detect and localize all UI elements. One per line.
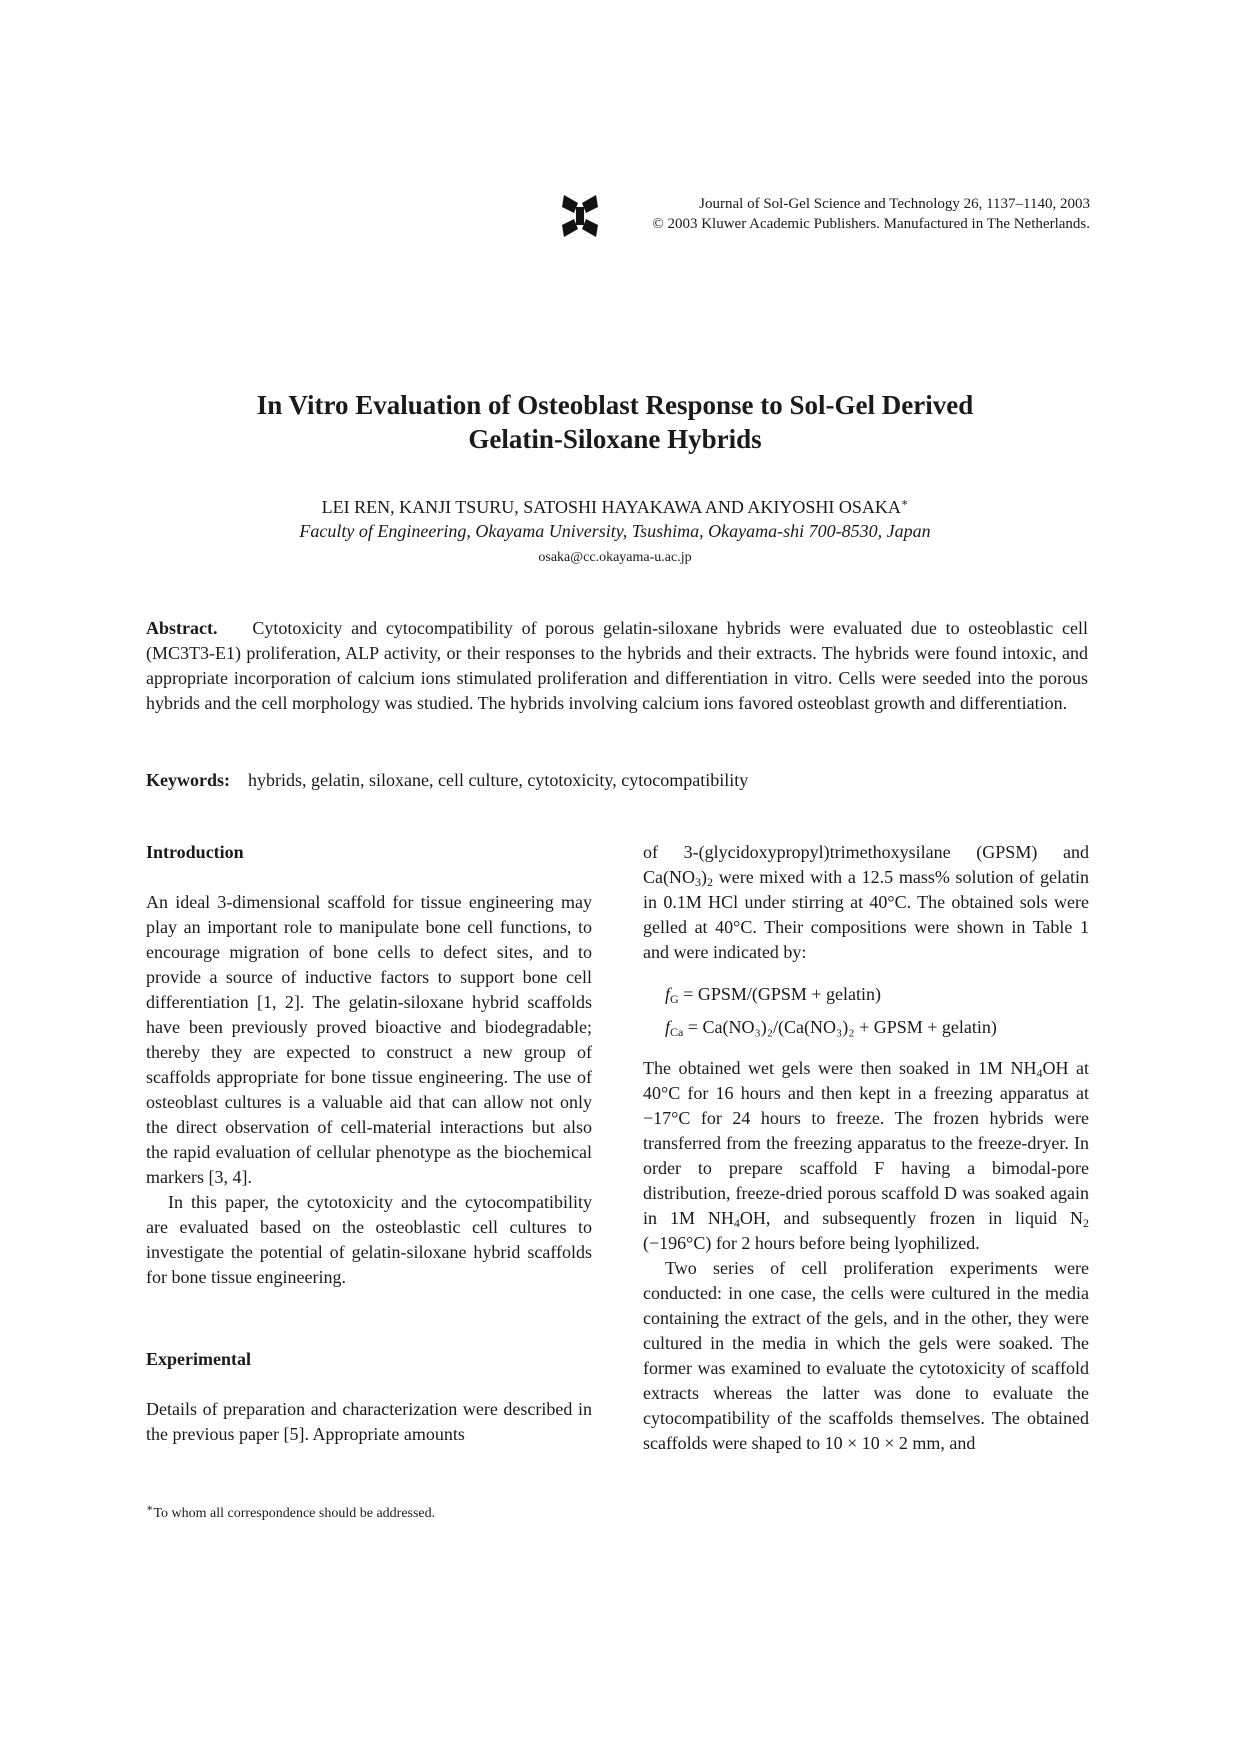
title-line-2: Gelatin-Siloxane Hybrids: [468, 424, 762, 454]
abstract: [146, 616, 1088, 716]
section-heading-experimental: Experimental: [146, 1349, 251, 1369]
right-column: [643, 840, 1089, 1456]
left-column: [146, 840, 592, 1447]
author-email: osaka@cc.okayama-u.ac.jp: [538, 550, 692, 565]
keywords-label: Keywords:: [146, 770, 230, 790]
experimental-paragraph-3: Two series of cell proliferation experiments were conducted: in one case, the cells were cultured in the media containing the extract of the gels, and in the other, they were cultured in the media in which the gels were soaked. The former was examined to evaluate the cytotoxicity of scaffold extracts whereas the latter was done to evaluate the cytocompatibility of the scaffolds themselves. The obtained scaffolds were shaped to 10 × 10 × 2 mm, and: [643, 1258, 1089, 1453]
journal-header: [560, 193, 1090, 243]
journal-citation: [652, 195, 1090, 234]
experimental-paragraph-1-cont: of 3-(glycidoxypropyl)trimethoxysilane (GPSM) and $Ca(NO_3)_2$ were mixed with a 12.5 mass% solution of gelatin in 0.1M HCl under stirring at 40°C. The obtained sols were gelled at 40°C. Their compositions were shown in Table 1 and were indicated by:: [643, 842, 1089, 962]
keywords-text: hybrids, gelatin, siloxane, cell culture, cytotoxicity, cytocompatibility: [248, 770, 749, 790]
abstract-label: Abstract.: [146, 618, 218, 638]
section-heading-introduction: Introduction: [146, 842, 244, 862]
paper-title: [150, 388, 1080, 456]
journal-line-1: Journal of Sol-Gel Science and Technology 26, 1137–1140, 2003: [699, 196, 1090, 212]
footnote-mark: ∗: [146, 1502, 154, 1515]
equation-fca: $f_{Ca} = Ca(NO_3)_2/(Ca(NO_3)_2$ + GPSM + gelatin): [665, 1017, 997, 1039]
title-line-1: In Vitro Evaluation of Osteoblast Response to Sol-Gel Derived: [256, 390, 974, 420]
corresponding-mark: ∗: [900, 497, 909, 509]
equation-fg: $f_G$ = GPSM/(GPSM + gelatin): [665, 984, 882, 1006]
keywords: [146, 768, 1088, 793]
footnote-text: To whom all correspondence should be addressed.: [153, 1506, 436, 1521]
intro-paragraph-1: An ideal 3-dimensional scaffold for tissue engineering may play an important role to manipulate bone cell functions, to encourage migration of bone cells to defect sites, and to provide a source of inductive factors to support bone cell differentiation [1, 2]. The gelatin-siloxane hybrid scaffolds have been previously proved bioactive and biodegradable; thereby they are expected to construct a new group of scaffolds appropriate for bone tissue engineering. The use of osteoblast cultures is a valuable aid that can allow not only the direct observation of cell-material interactions but also the rapid evaluation of cellular phenotype as the biochemical markers [3, 4].: [146, 892, 592, 1187]
footnote: [146, 1502, 592, 1523]
author-list: [150, 495, 1080, 519]
publisher-logo-icon: [560, 193, 600, 239]
abstract-text: Cytotoxicity and cytocompatibility of porous gelatin-siloxane hybrids were evaluated due to osteoblastic cell (MC3T3-E1) proliferation, ALP activity, or their responses to the hybrids and their extracts. The hybrids were found intoxic, and appropriate incorporation of calcium ions stimulated proliferation and differentiation in vitro. Cells were seeded into the porous hybrids and the cell morphology was studied. The hybrids involving calcium ions favored osteoblast growth and differentiation.: [146, 618, 1089, 713]
authors-text: LEI REN, KANJI TSURU, SATOSHI HAYAKAWA AND AKIYOSHI OSAKA: [321, 497, 901, 517]
journal-line-2: © 2003 Kluwer Academic Publishers. Manufactured in The Netherlands.: [652, 215, 1090, 232]
experimental-paragraph-1: Details of preparation and characterization were described in the previous paper [5]. Appropriate amounts: [146, 1399, 592, 1444]
intro-paragraph-2: In this paper, the cytotoxicity and the cytocompatibility are evaluated based on the osteoblastic cell cultures to investigate the potential of gelatin-siloxane hybrid scaffolds for bone tissue engineering.: [146, 1192, 592, 1287]
affiliation: Faculty of Engineering, Okayama University, Tsushima, Okayama-shi 700-8530, Japan: [299, 521, 931, 541]
equations: [643, 978, 1089, 1044]
experimental-paragraph-2: The obtained wet gels were then soaked in 1M $NH_4OH$ at 40°C for 16 hours and then kept in a freezing apparatus at −17°C for 24 hours to freeze. The frozen hybrids were transferred from the freezing apparatus to the freeze-dryer. In order to prepare scaffold F having a bimodal-pore distribution, freeze-dried porous scaffold D was soaked again in 1M $NH_4OH$, and subsequently frozen in liquid $N_2$ (−196°C) for 2 hours before being lyophilized.: [643, 1058, 1089, 1253]
